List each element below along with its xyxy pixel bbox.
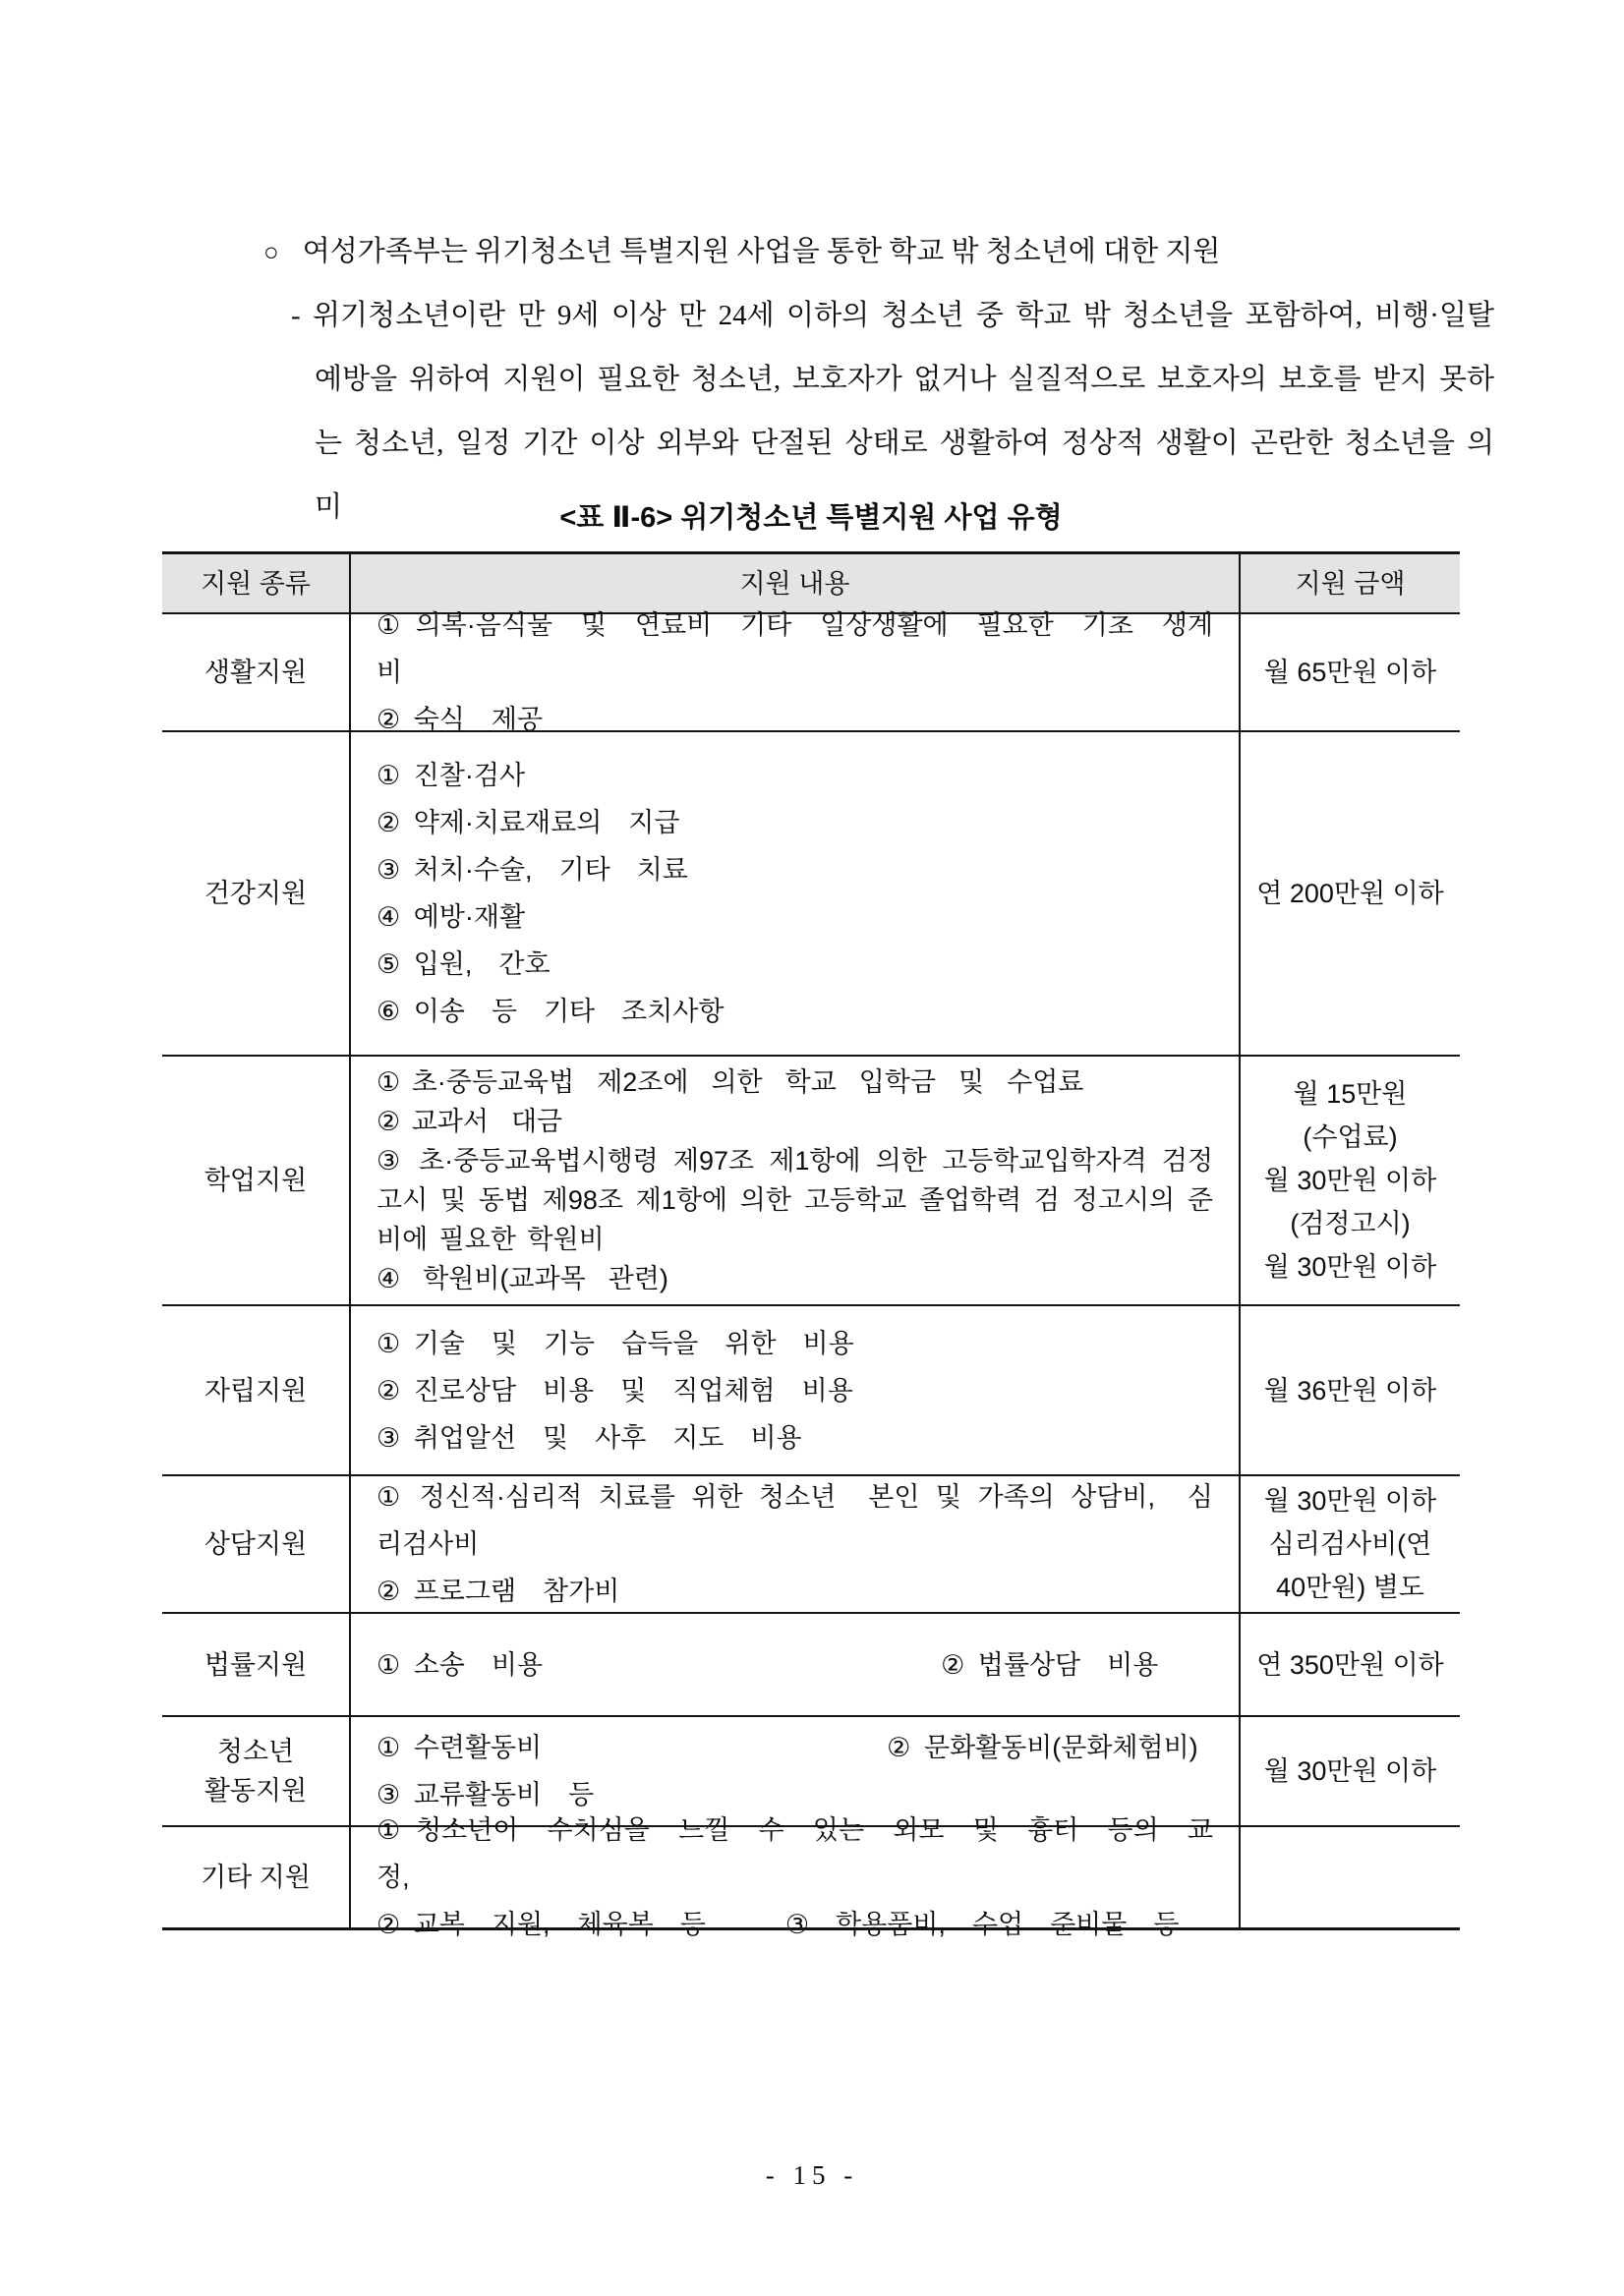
support-type-cell xyxy=(162,614,349,730)
content-line: ⑥ 이송 등 기타 조치사항 xyxy=(377,997,725,1026)
content-line: ① 소송 비용 ② 법률상담 비용 xyxy=(377,1649,1159,1680)
amount-line: 월 65만원 이하 xyxy=(1263,658,1437,687)
support-type-label: 기타 지원 xyxy=(201,1863,311,1892)
support-amount-cell xyxy=(1241,1057,1460,1304)
header-support-amount: 지원 금액 xyxy=(1295,568,1406,599)
amount-line: (수업료) xyxy=(1303,1122,1398,1152)
support-type-label: 자립지원 xyxy=(203,1375,308,1406)
intro-bullet-line xyxy=(246,220,1494,284)
support-type-label: 건강지원 xyxy=(203,879,308,908)
circle-bullet-icon: ○ xyxy=(263,238,279,266)
support-amount-cell xyxy=(1241,1476,1460,1612)
content-line: ③ 처치·수술, 기타 치료 xyxy=(377,855,688,885)
amount-line: 월 15만원 xyxy=(1293,1079,1408,1109)
support-amount-cell xyxy=(1241,614,1460,730)
content-line: ① 의복·음식물 및 연료비 기타 일상생활에 필요한 기초 생계비 xyxy=(377,610,1213,687)
intro-section xyxy=(246,220,1494,540)
support-content-cell xyxy=(349,1815,1241,1939)
content-line: ③ 교류활동비 등 xyxy=(377,1780,595,1809)
content-line: ① 정신적·심리적 치료를 위한 청소년 본인 및 가족의 상담비, 심 리검사비 xyxy=(377,1482,1227,1559)
amount-line: 월 36만원 이하 xyxy=(1263,1375,1437,1406)
content-line: ① 기술 및 기능 습득을 위한 비용 xyxy=(377,1328,854,1358)
support-content-cell xyxy=(349,1614,1241,1715)
page-number: - 15 - xyxy=(765,2160,859,2190)
intro-bullet-text: 여성가족부는 위기청소년 특별지원 사업을 통한 학교 밖 청소년에 대한 지원 xyxy=(302,236,1221,267)
support-amount-cell xyxy=(1241,1717,1460,1825)
header-support-content: 지원 내용 xyxy=(349,554,1241,612)
table-row-living-support xyxy=(162,610,1460,734)
amount-line: 월 30만원 이하 xyxy=(1263,1486,1437,1516)
content-line: ④ 학원비(교과목 관련) xyxy=(377,1264,668,1293)
support-type-label: 생활지원 xyxy=(203,658,308,687)
support-content-cell xyxy=(349,610,1241,734)
content-line: ④ 예방·재활 xyxy=(377,902,526,932)
amount-line: 연 200만원 이하 xyxy=(1256,879,1444,908)
table-row-counseling-support xyxy=(162,1474,1460,1612)
intro-sub-bullet-text: - 위기청소년이란 만 9세 이상 만 24세 이하의 청소년 중 학교 밖 청소년을 포함하여, 비행·일탈 예방을 위하여 지원이 필요한 청소년, 보호자가 없거나 실질적으로 보호자의 보호를 받지 못하는 청소년, 일정 기간 이상 외부와 단절된 상태로 생활하여 정상적 생활이 곤란한 청소년을 의미 xyxy=(291,300,1494,523)
support-type-label: 법률지원 xyxy=(203,1649,308,1680)
support-amount-cell xyxy=(1241,732,1460,1055)
header-support-type: 지원 종류 xyxy=(201,568,311,599)
content-line: ② 진로상담 비용 및 직업체험 비용 xyxy=(377,1375,853,1406)
table-title: <표 Ⅱ-6> 위기청소년 특별지원 사업 유형 xyxy=(559,502,1063,534)
content-line: ① 청소년이 수치심을 느낄 수 있는 외모 및 흉터 등의 교정, xyxy=(377,1815,1213,1892)
content-line: ⑤ 입원, 간호 xyxy=(377,949,551,979)
support-content-cell xyxy=(349,1476,1241,1612)
amount-line: 40만원) 별도 xyxy=(1276,1573,1424,1602)
table-row-health-support xyxy=(162,730,1460,1055)
support-type-cell xyxy=(162,1717,349,1825)
support-type-label: 활동지원 xyxy=(203,1776,308,1806)
support-type-cell xyxy=(162,1476,349,1612)
support-amount-cell xyxy=(1241,1306,1460,1474)
amount-line: 월 30만원 이하 xyxy=(1263,1166,1437,1195)
support-type-cell xyxy=(162,1614,349,1715)
table-row-legal-support xyxy=(162,1612,1460,1715)
amount-line: 심리검사비(연 xyxy=(1268,1529,1432,1559)
content-line: ② 숙식 제공 xyxy=(377,705,544,734)
content-line: ③ 취업알선 및 사후 지도 비용 xyxy=(377,1422,802,1453)
table-row-other-support xyxy=(162,1815,1460,1939)
amount-line: (검정고시) xyxy=(1290,1209,1411,1238)
content-line: ① 수련활동비 ② 문화활동비(문화체험비) xyxy=(377,1733,1198,1762)
support-type-label: 청소년 xyxy=(216,1737,295,1766)
content-line: ② 약제·치료재료의 지급 xyxy=(377,808,680,837)
support-content-cell xyxy=(349,1057,1241,1304)
amount-line: 월 30만원 이하 xyxy=(1263,1252,1437,1282)
amount-line: 연 350만원 이하 xyxy=(1256,1649,1444,1680)
table-row-selfreliance-support xyxy=(162,1304,1460,1474)
support-type-cell xyxy=(162,1306,349,1474)
content-line: ③ 초·중등교육법시행령 제97조 제1항에 의한 고등학교입학자격 검정고시 및 동법 제98조 제1항에 의한 고등학교 졸업학력 검 정고시의 준비에 필요한 학원비 xyxy=(377,1146,1213,1254)
support-content-cell xyxy=(349,732,1241,1055)
content-line: ② 교과서 대금 xyxy=(377,1107,563,1136)
support-type-cell xyxy=(162,1827,349,1927)
support-table xyxy=(162,551,1460,1939)
amount-line: 월 30만원 이하 xyxy=(1263,1756,1437,1786)
content-line: ② 프로그램 참가비 xyxy=(377,1577,620,1606)
support-type-cell xyxy=(162,1057,349,1304)
table-row-education-support xyxy=(162,1055,1460,1304)
support-amount-cell xyxy=(1241,1614,1460,1715)
content-line: ② 교복 지원, 체육복 등 ③ 학용품비, 수업 준비물 등 xyxy=(377,1910,1180,1939)
support-type-cell xyxy=(162,732,349,1055)
support-content-cell xyxy=(349,1306,1241,1474)
support-amount-cell xyxy=(1241,1827,1460,1927)
content-line: ① 초·중등교육법 제2조에 의한 학교 입학금 및 수업료 xyxy=(377,1067,1084,1097)
support-type-label: 학업지원 xyxy=(203,1166,308,1195)
content-line: ① 진찰·검사 xyxy=(377,761,526,790)
support-type-label: 상담지원 xyxy=(203,1529,308,1559)
